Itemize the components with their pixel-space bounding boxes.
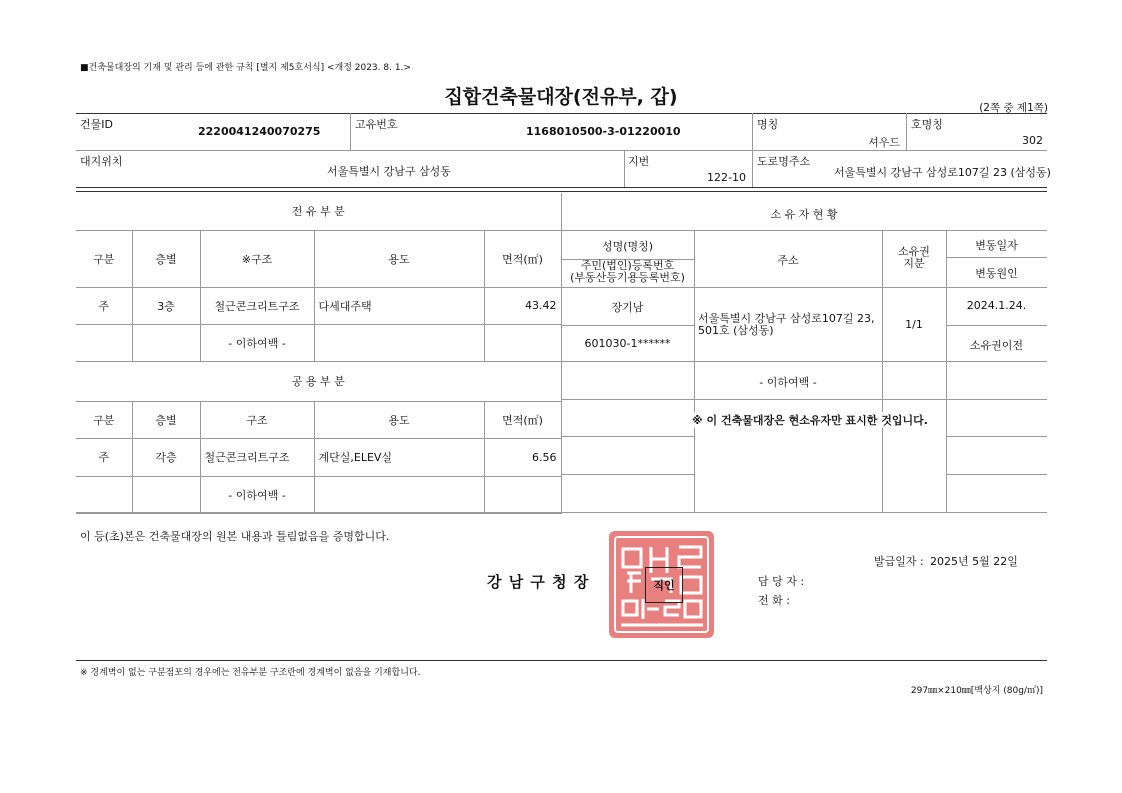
officer-label: 담 당 자 : [758,575,805,588]
cm-header-floor: 층별 [132,401,200,438]
cm-header-area: 면적(㎡) [484,401,561,438]
building-name: 셔우드 [868,136,900,149]
page-title: 집합건축물대장(전유부, 갑) [444,86,678,108]
owner-blank: - 이하여백 - [759,376,817,389]
site-label: 대지위치 [80,155,123,168]
top-rule [76,113,1047,114]
exclusive-table [76,193,562,514]
page-note: (2쪽 중 제1쪽) [979,102,1048,114]
owner-section-title: 소 유 자 현 황 [770,208,838,221]
building-id: 2220041240070275 [198,125,321,138]
bottom-note: ※ 경계벽이 없는 구분점포의 경우에는 전유부분 구조란에 경계벽이 없음을 기재합니다. [80,668,421,678]
owner-notice: ※ 이 건축물대장은 현소유자만 표시한 것입니다. [692,414,928,427]
table-row: 주 3층 철근콘크리트구조 다세대주택 43.42 [76,287,561,324]
road-address: 서울특별시 강남구 삼성로107길 23 (삼성동) [834,166,1051,179]
info-divider [76,150,1047,151]
unique-no: 1168010500-3-01220010 [526,125,681,138]
cm-header-use: 용도 [314,401,484,438]
owner-regno: 601030-1****** [584,337,671,350]
lot-number: 122-10 [707,171,746,184]
lot-label: 지번 [628,155,650,168]
common-section-title: 공 용 부 분 [76,361,561,401]
owner-header-regno: 주민(법인)등록번호 (부동산등기용등록번호) [570,259,685,284]
table-row: 주 각층 철근콘크리트구조 계단실,ELEV실 6.56 [76,438,561,476]
owner-header-share: 소유권 지분 [898,245,930,270]
unique-no-label: 고유번호 [355,118,398,131]
footer-rule [76,660,1047,661]
certify-text: 이 등(초)본은 건축물대장의 원본 내용과 틀림없음을 증명합니다. [80,530,390,543]
ex-header-area: 면적(㎡) [484,230,561,287]
owner-share: 1/1 [905,318,923,331]
owner-header-address: 주소 [777,254,799,267]
exclusive-section-title: 전 유 부 분 [76,193,561,230]
info-bottom-rule [76,187,1047,188]
issue-date-label: 발급일자 : [874,555,924,568]
unit-label: 호명칭 [911,118,943,131]
name-label: 명칭 [757,118,779,131]
change-reason: 소유권이전 [969,339,1024,352]
cm-header-structure: 구조 [200,401,314,438]
issuer-name: 강 남 구 청 장 [487,573,590,591]
table-row: - 이하여백 - [76,476,561,513]
issue-date: 2025년 5월 22일 [930,555,1018,568]
ex-header-floor: 층별 [132,230,200,287]
table-row: - 이하여백 - [76,324,561,361]
phone-label: 전 화 : [758,594,790,607]
building-id-label: 건물ID [80,118,113,131]
owner-address: 서울특별시 강남구 삼성로107길 23, 501호 (삼성동) [698,312,875,337]
site-location: 서울특별시 강남구 삼성동 [327,165,451,178]
ex-header-use: 용도 [314,230,484,287]
cm-header-kind: 구분 [76,401,132,438]
ex-header-kind: 구분 [76,230,132,287]
ex-header-structure: ※구조 [200,230,314,287]
change-date: 2024.1.24. [966,299,1027,312]
rule-note: ■건축물대장의 기재 및 관리 등에 관한 규칙 [별지 제5호서식] <개정 2023. 8. 1.> [80,63,411,73]
owner-header-name: 성명(명칭) [601,240,654,253]
stamp-label: 직인 [645,567,683,603]
owner-header-reason: 변동원인 [975,267,1018,280]
unit-name: 302 [1022,134,1043,147]
owner-name: 장기남 [611,301,644,314]
owner-header-date: 변동일자 [975,239,1018,252]
paper-spec: 297㎜×210㎜[백상지 (80g/㎡)] [910,686,1043,696]
info-bottom-rule-2 [76,191,1047,192]
road-label: 도로명주소 [757,155,811,168]
